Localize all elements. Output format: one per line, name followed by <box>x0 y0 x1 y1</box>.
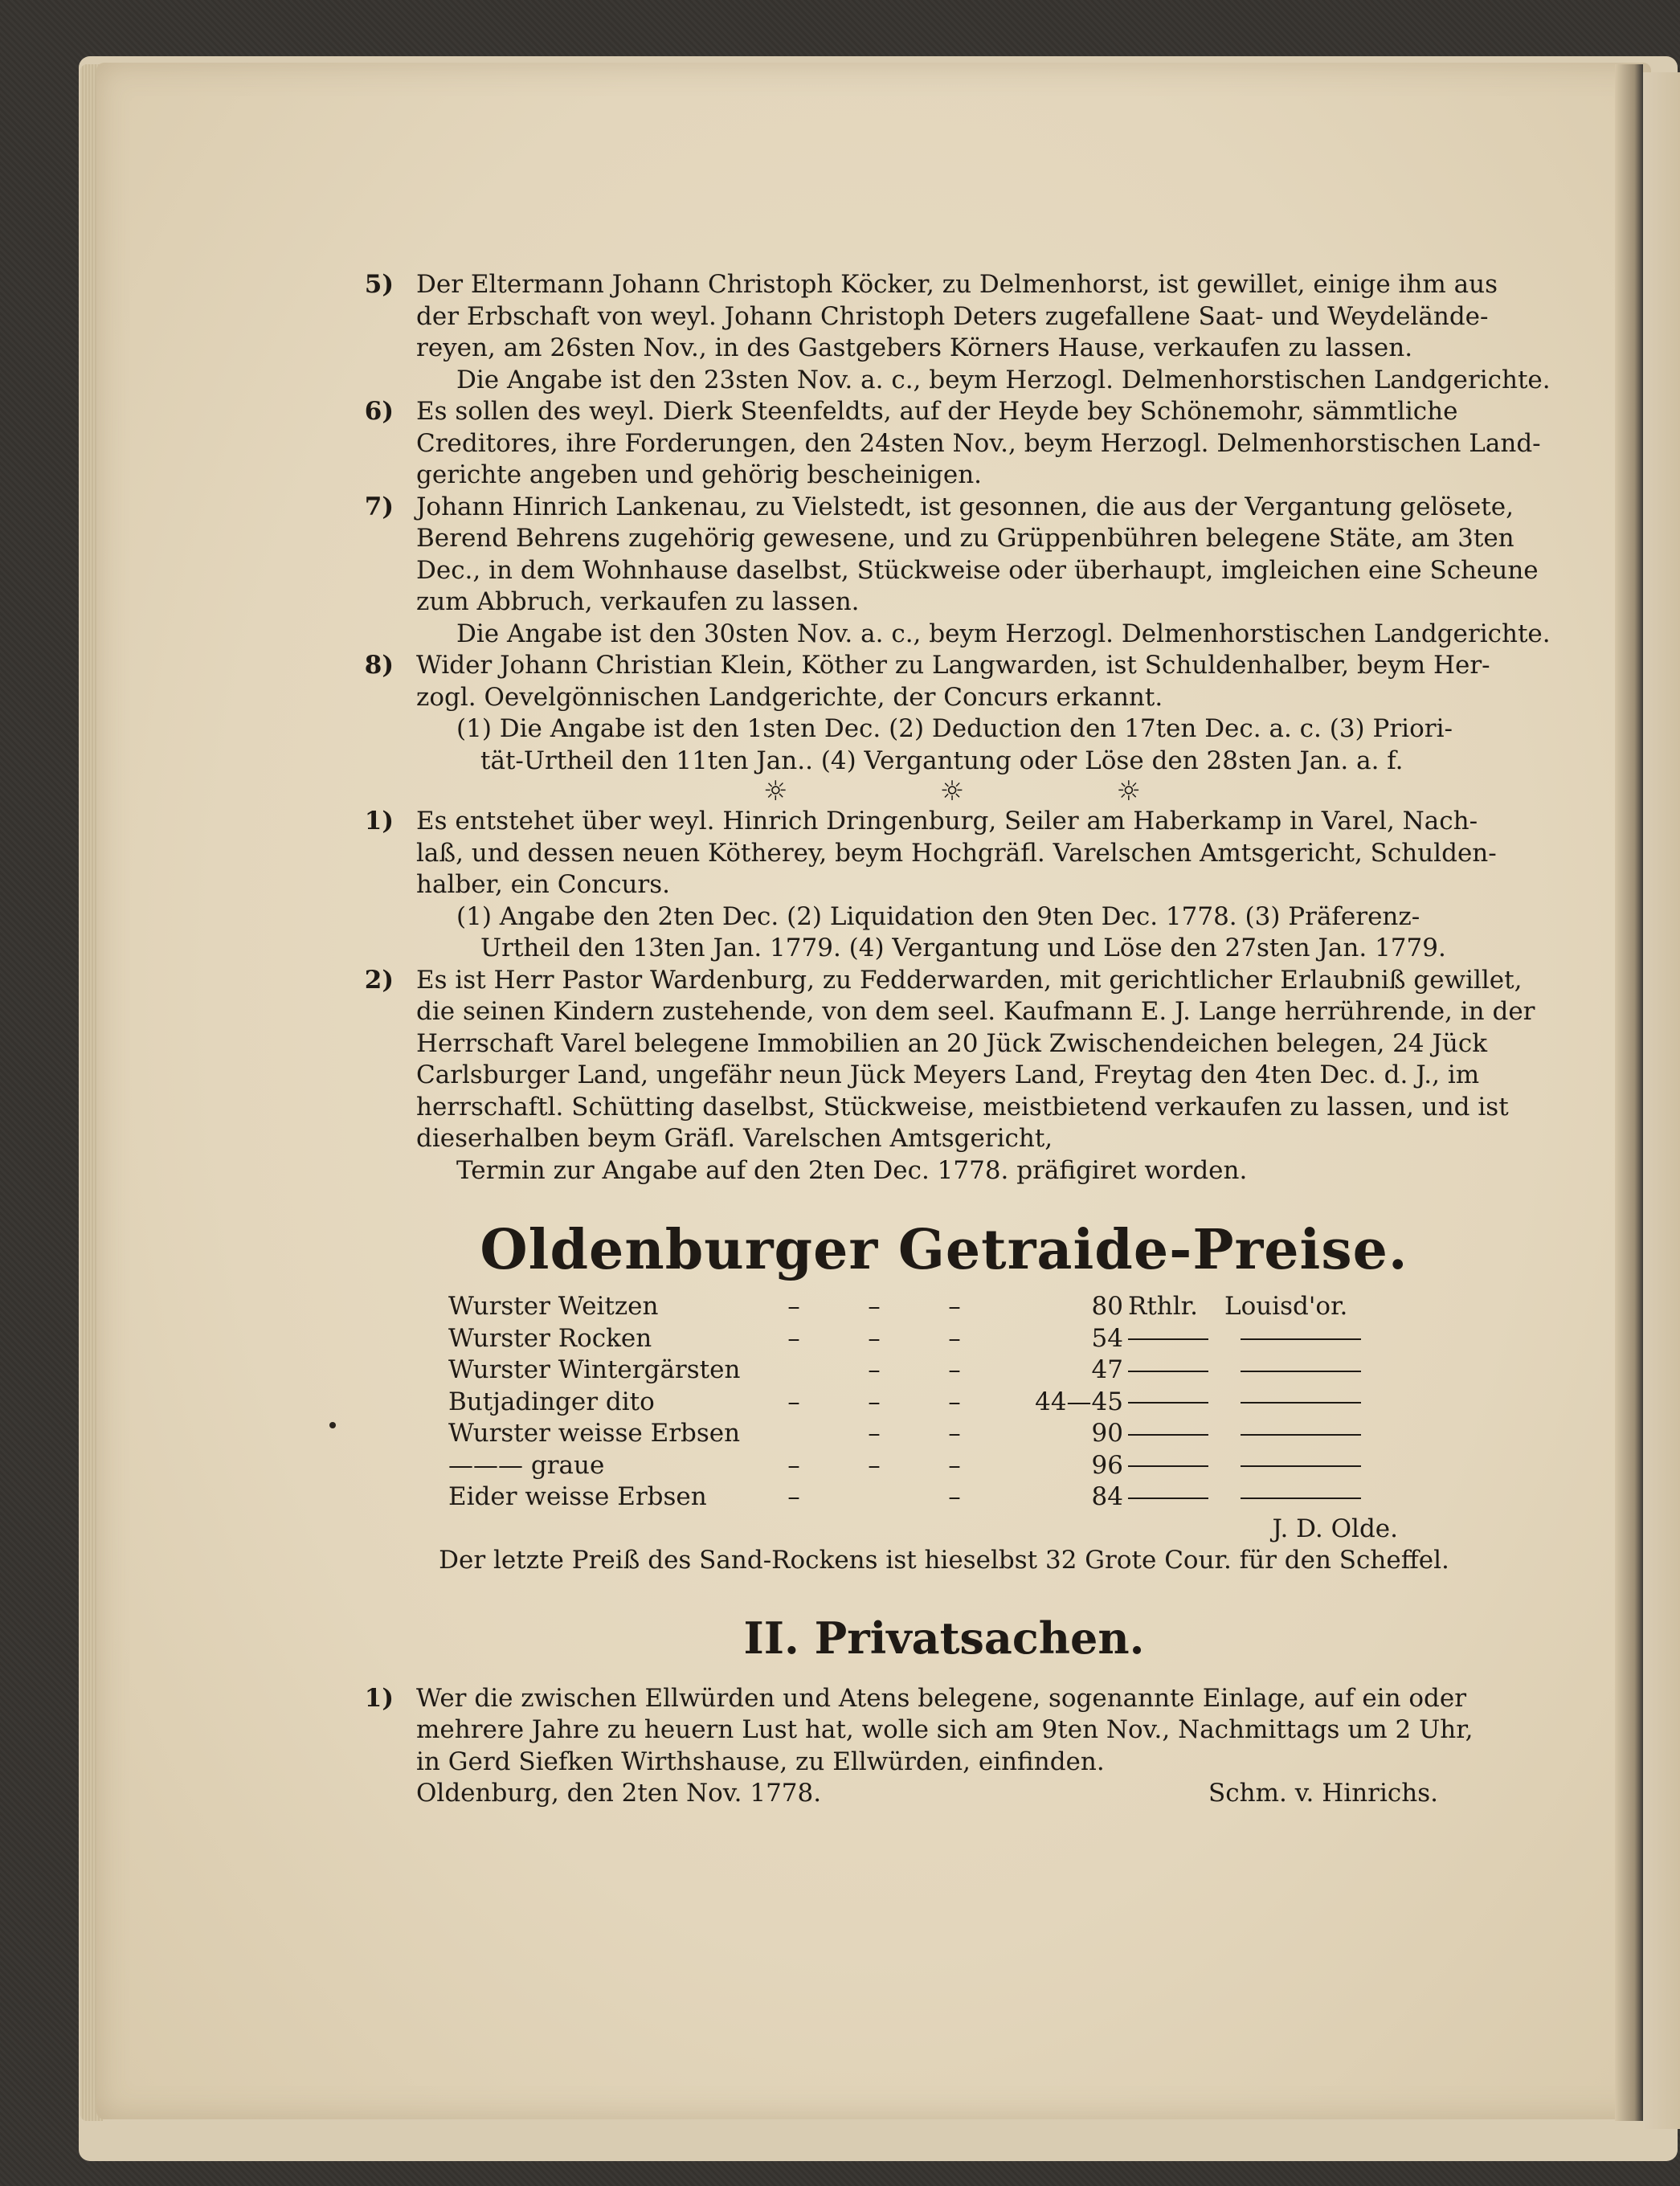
ink-speck <box>329 1422 336 1428</box>
section-heading: II. Privatsachen. <box>743 1612 1145 1664</box>
dash: – <box>787 1482 800 1511</box>
ditto-rule <box>1128 1418 1224 1450</box>
dash: – <box>868 1419 881 1448</box>
price-value: 80 <box>1091 1292 1123 1321</box>
ditto-rule <box>1224 1481 1412 1514</box>
ditto-rule <box>1224 1323 1412 1355</box>
entry-line: Wer die zwischen Ellwürden und Atens belegene, sogenannte Einlage, auf ein oder <box>416 1683 1467 1713</box>
ditto-rule <box>1128 1450 1224 1482</box>
entry-line: die seinen Kindern zustehende, von dem seel. Kaufmann E. J. Lange herrührende, in der <box>416 997 1535 1026</box>
place-date: Oldenburg, den 2ten Nov. 1778. <box>416 1779 822 1808</box>
ditto-rule <box>1224 1355 1412 1387</box>
price-value: 54 <box>1091 1323 1123 1353</box>
price-value: 84 <box>1091 1482 1123 1511</box>
ditto-rule <box>1224 1450 1412 1482</box>
next-page-edge <box>1643 72 1680 2129</box>
price-row <box>448 1481 1412 1514</box>
entry-line: herrschaftl. Schütting daselbst, Stückweise, meistbietend verkaufen zu lassen, und ist <box>416 1092 1509 1122</box>
price-row <box>448 1355 1412 1387</box>
entry-number: 8) <box>364 651 394 680</box>
entry-line: Es sollen des weyl. Dierk Steenfeldts, auf der Heyde bey Schönemohr, sämmtliche <box>416 397 1458 426</box>
page-gutter <box>1615 64 1643 2121</box>
price-table <box>448 1291 1412 1514</box>
grain-name: ——— graue <box>448 1450 605 1480</box>
dash: – <box>868 1387 881 1416</box>
dash <box>834 1481 914 1514</box>
grain-name: Wurster Rocken <box>448 1323 652 1353</box>
entry-6 <box>354 396 1541 492</box>
dash: – <box>948 1450 961 1480</box>
entry-line: Johann Hinrich Lankenau, zu Vielstedt, ist gesonnen, die aus der Vergantung gelösete, <box>416 492 1514 521</box>
entry-line: halber, ein Concurs. <box>416 870 671 899</box>
entry-line: reyen, am 26sten Nov., in des Gastgebers Körners Hause, verkaufen zu lassen. <box>416 333 1413 362</box>
entry-b1 <box>354 806 1535 965</box>
dash: – <box>868 1292 881 1321</box>
price-row <box>448 1291 1412 1323</box>
dash: – <box>948 1355 961 1384</box>
entry-line: Berend Behrens zugehörig gewesene, und zu Grüppenbühren belegene Stäte, am 3ten <box>416 524 1514 553</box>
ditto-rule <box>1128 1387 1224 1419</box>
grain-name: Wurster weisse Erbsen <box>448 1419 741 1448</box>
ditto-rule <box>1224 1387 1412 1419</box>
entry-note: Die Angabe ist den 23sten Nov. a. c., beym Herzogl. Delmenhorstischen Landgerichte. <box>456 365 1551 394</box>
entry-number: 1) <box>364 1683 394 1713</box>
dash: – <box>787 1323 800 1353</box>
entry-number: 6) <box>364 397 394 426</box>
price-row <box>448 1323 1412 1355</box>
dash: – <box>787 1387 800 1416</box>
entry-line: laß, und dessen neuen Kötherey, beym Hochgräfl. Varelschen Amtsgericht, Schulden- <box>416 838 1497 868</box>
price-row <box>448 1387 1412 1419</box>
sun-ornament-icon: ☼ <box>1116 775 1141 807</box>
ditto-rule <box>1128 1355 1224 1387</box>
prices-heading: Oldenburger Getraide-Preise. <box>480 1218 1408 1282</box>
price-footnote: Der letzte Preiß des Sand-Rockens ist hieselbst 32 Grote Cour. für den Scheffel. <box>439 1546 1449 1575</box>
entry-line: dieserhalben beym Gräfl. Varelschen Amtsgericht, <box>416 1124 1053 1153</box>
entry-5 <box>354 269 1551 396</box>
entry-line: Wider Johann Christian Klein, Köther zu Langwarden, ist Schuldenhalber, beym Her- <box>416 651 1490 680</box>
entry-line: Es entstehet über weyl. Hinrich Dringenburg, Seiler am Haberkamp in Varel, Nach- <box>416 807 1478 836</box>
dash: – <box>868 1323 881 1353</box>
dash: – <box>948 1482 961 1511</box>
entry-line: zogl. Oevelgönnischen Landgerichte, der Concurs erkannt. <box>416 682 1163 712</box>
page-content <box>354 269 1551 1810</box>
entry-7 <box>354 492 1551 651</box>
entry-subline: tät-Urtheil den 11ten Jan.. (4) Vergantung oder Löse den 28sten Jan. a. f. <box>480 746 1404 775</box>
entry-line: Es ist Herr Pastor Wardenburg, zu Fedderwarden, mit gerichtlicher Erlaubniß gewillet, <box>416 965 1523 995</box>
dash: – <box>948 1292 961 1321</box>
unit-louisdor: Louisd'or. <box>1224 1292 1348 1321</box>
entry-line: Carlsburger Land, ungefähr neun Jück Meyers Land, Freytag den 4ten Dec. d. J., im <box>416 1060 1480 1089</box>
entry-line: Herrschaft Varel belegene Immobilien an 20 Jück Zwischendeichen belegen, 24 Jück <box>416 1028 1488 1058</box>
entry-note: Die Angabe ist den 30sten Nov. a. c., beym Herzogl. Delmenhorstischen Landgerichte. <box>456 619 1551 648</box>
ditto-rule <box>1224 1418 1412 1450</box>
sun-ornament-icon: ☼ <box>763 775 788 807</box>
entry-line: mehrere Jahre zu heuern Lust hat, wolle sich am 9ten Nov., Nachmittags um 2 Uhr, <box>416 1715 1474 1744</box>
price-value: 44—45 <box>1035 1387 1123 1416</box>
entry-8 <box>354 650 1535 777</box>
closing-row <box>354 1778 1535 1810</box>
dash: – <box>868 1450 881 1480</box>
unit-rthlr: Rthlr. <box>1128 1292 1198 1321</box>
dash: – <box>948 1323 961 1353</box>
grain-name: Butjadinger dito <box>448 1387 655 1416</box>
price-value: 96 <box>1091 1450 1123 1480</box>
entry-number: 5) <box>364 270 394 299</box>
entry-line: der Erbschaft von weyl. Johann Christoph Deters zugefallene Saat- und Weydelände- <box>416 301 1489 331</box>
sun-ornament-icon: ☼ <box>939 775 965 807</box>
price-row <box>448 1418 1412 1450</box>
entry-line: gerichte angeben und gehörig bescheinigen. <box>416 460 983 489</box>
grain-name: Wurster Wintergärsten <box>448 1355 741 1384</box>
price-row <box>448 1450 1412 1482</box>
separator-ornament <box>763 777 1141 806</box>
dash: – <box>787 1450 800 1480</box>
entry-line: zum Abbruch, verkaufen zu lassen. <box>416 587 860 616</box>
entry-note: Termin zur Angabe auf den 2ten Dec. 1778. präfigiret worden. <box>456 1155 1248 1185</box>
private-entry-1 <box>354 1683 1535 1779</box>
entry-line: in Gerd Siefken Wirthshause, zu Ellwürden, einfinden. <box>416 1747 1105 1776</box>
price-signature: J. D. Olde. <box>1272 1514 1398 1543</box>
entry-line: Dec., in dem Wohnhause daselbst, Stückweise oder überhaupt, imgleichen eine Scheune <box>416 555 1539 585</box>
dash: – <box>868 1355 881 1384</box>
dash <box>754 1355 834 1387</box>
grain-name: Wurster Weitzen <box>448 1292 659 1321</box>
price-value: 90 <box>1091 1419 1123 1448</box>
dash: – <box>948 1387 961 1416</box>
entry-number: 2) <box>364 965 394 995</box>
entry-line: Creditores, ihre Forderungen, den 24sten Nov., beym Herzogl. Delmenhorstischen Land- <box>416 428 1541 458</box>
ditto-rule <box>1128 1323 1224 1355</box>
entry-subline: (1) Angabe den 2ten Dec. (2) Liquidation den 9ten Dec. 1778. (3) Präferenz- <box>456 901 1420 931</box>
entry-number: 7) <box>364 492 394 521</box>
entry-number: 1) <box>364 807 394 836</box>
dash <box>754 1418 834 1450</box>
ditto-rule <box>1128 1481 1224 1514</box>
entry-subline: Urtheil den 13ten Jan. 1779. (4) Vergantung und Löse den 27sten Jan. 1779. <box>480 934 1446 962</box>
entry-line: Der Eltermann Johann Christoph Köcker, zu Delmenhorst, ist gewillet, einige ihm aus <box>416 270 1498 299</box>
dash: – <box>948 1419 961 1448</box>
grain-name: Eider weisse Erbsen <box>448 1482 707 1511</box>
dash: – <box>787 1292 800 1321</box>
entry-b2 <box>354 965 1535 1187</box>
entry-subline: (1) Die Angabe ist den 1sten Dec. (2) Deduction den 17ten Dec. a. c. (3) Priori- <box>456 714 1453 743</box>
signer: Schm. v. Hinrichs. <box>1208 1779 1438 1808</box>
price-value: 47 <box>1091 1355 1123 1384</box>
